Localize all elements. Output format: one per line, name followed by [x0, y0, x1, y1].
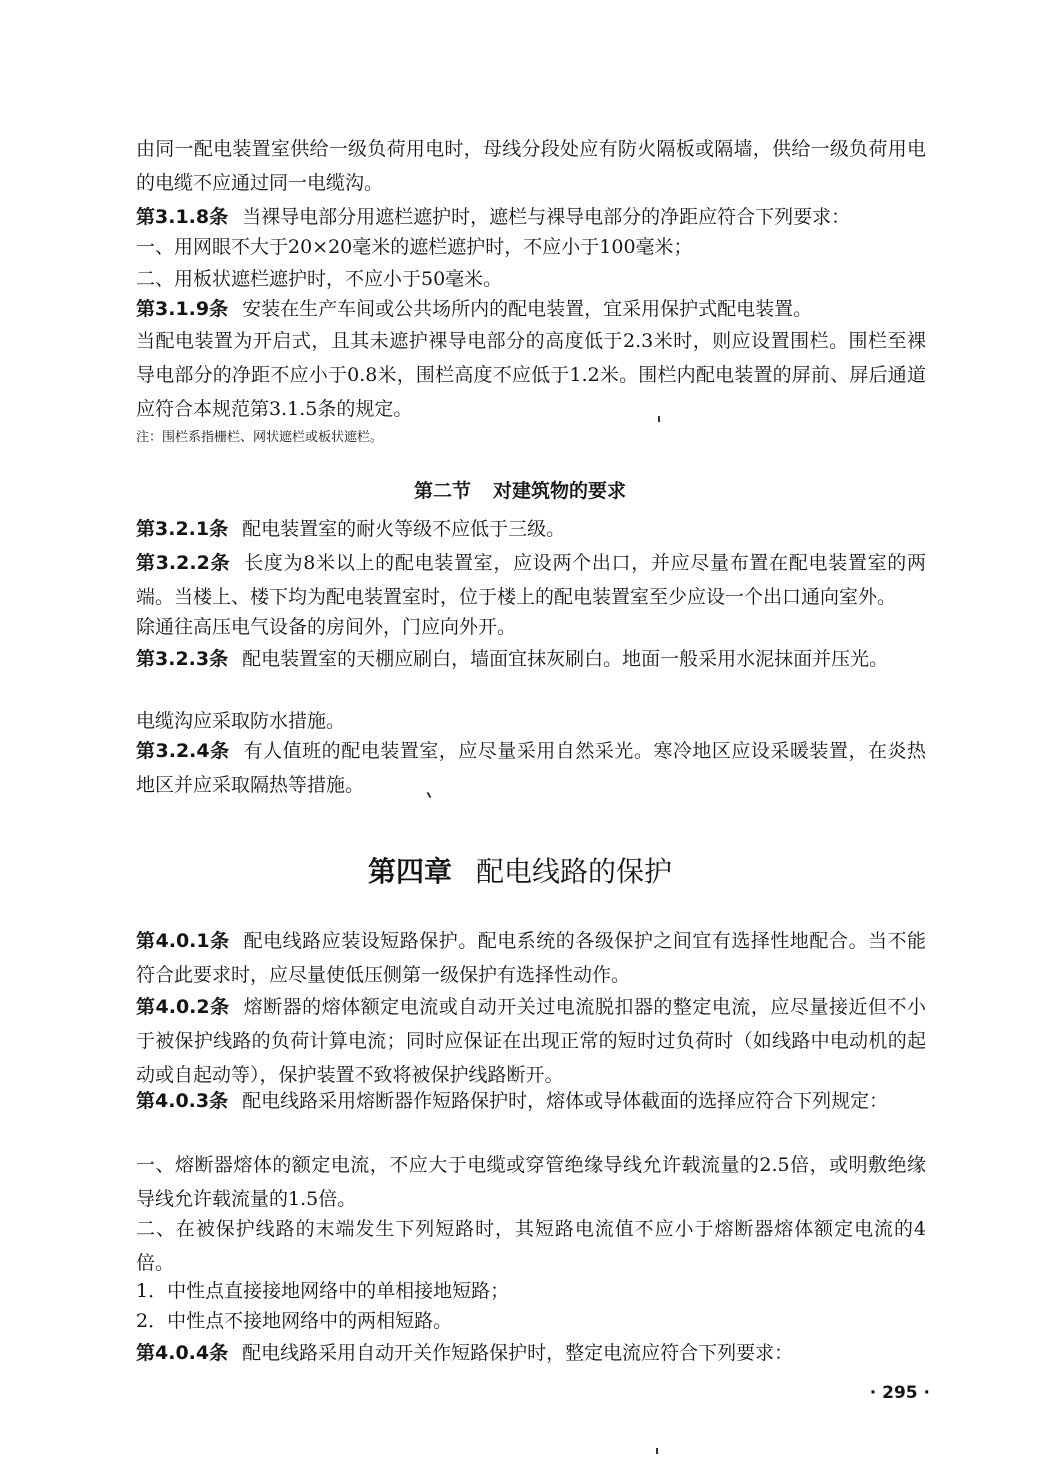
clause-label: 第4.0.1条	[136, 930, 230, 952]
clause-text: 有人值班的配电装置室，应尽量采用自然采光。寒冷地区应设采暖装置，在炎热地区并应采取隔热等措施。	[136, 740, 926, 796]
clause-text: 配电线路采用熔断器作短路保护时，熔体或导体截面的选择应符合下列规定：	[242, 1090, 889, 1112]
clause-text: 配电线路应装设短路保护。配电系统的各级保护之间宜有选择性地配合。当不能符合此要求时，应尽量使低压侧第一级保护有选择性动作。	[136, 930, 926, 986]
clause-label: 第4.0.3条	[136, 1090, 229, 1112]
clause-4-0-3-item-1: 一、熔断器熔体的额定电流，不应大于电缆或穿管绝缘导线允许载流量的2.5倍，或明敷绝缘导线允许载流量的1.5倍。	[136, 1154, 926, 1210]
clause-4-0-3-item-2: 二、在被保护线路的末端发生下列短路时，其短路电流值不应小于熔断器熔体额定电流的4倍。	[136, 1218, 926, 1274]
scan-speck	[658, 416, 660, 422]
clause-text: 长度为8米以上的配电装置室，应设两个出口，并应尽量布置在配电装置室的两端。当楼上、楼下均为配电装置室时，位于楼上的配电装置室至少应设一个出口通向室外。	[136, 552, 926, 608]
clause-text: 熔断器的熔体额定电流或自动开关过电流脱扣器的整定电流，应尽量接近但不小于被保护线路的负荷计算电流；同时应保证在出现正常的短时过负荷时（如线路中电动机的起动或自起动等），保护装置不致将被保护线路断开。	[136, 996, 926, 1086]
page-number: · 295 ·	[869, 1383, 930, 1403]
scan-speck	[656, 1448, 658, 1454]
clause-4-0-1	[136, 924, 926, 992]
paragraph-continuation: 由同一配电装置室供给一级负荷用电时，母线分段处应有防火隔板或隔墙，供给一级负荷用电的电缆不应通过同一电缆沟。	[136, 138, 926, 194]
clause-3-1-9-paragraph: 当配电装置为开启式，且其未遮护裸导电部分的高度低于2.3米时，则应设置围栏。围栏至裸导电部分的净距不应小于0.8米，围栏高度不应低于1.2米。围栏内配电装置的屏前、屏后通道应符合本规范第3.1.5条的规定。	[136, 330, 926, 420]
clause-4-0-2	[136, 990, 926, 1092]
clause-3-1-8-item-2: 二、用板状遮栏遮护时，不应小于50毫米。	[136, 268, 503, 290]
clause-3-1-8	[136, 200, 926, 234]
clause-3-1-9	[136, 292, 926, 326]
clause-4-0-3	[136, 1084, 926, 1118]
clause-3-2-2	[136, 546, 926, 614]
clause-text: 安装在生产车间或公共场所内的配电装置，宜采用保护式配电装置。	[242, 298, 813, 320]
clause-label: 第3.1.9条	[136, 298, 229, 320]
clause-text: 配电装置室的耐火等级不应低于三级。	[242, 518, 566, 540]
clause-text: 当裸导电部分用遮栏遮护时，遮栏与裸导电部分的净距应符合下列要求：	[242, 206, 851, 228]
clause-3-2-1	[136, 512, 926, 546]
clause-label: 第3.2.3条	[136, 648, 229, 670]
clause-label: 第3.2.2条	[136, 552, 231, 574]
clause-text: 配电装置室的天棚应刷白，墙面宜抹灰刷白。地面一般采用水泥抹面并压光。	[242, 648, 889, 670]
chapter-number: 第四章	[367, 855, 452, 888]
note: 注：围栏系指栅栏、网状遮栏或板状遮栏。	[136, 430, 384, 445]
clause-label: 第4.0.4条	[136, 1342, 229, 1364]
clause-3-2-3-paragraph: 电缆沟应采取防水措施。	[136, 710, 346, 732]
chapter-title: 配电线路的保护	[476, 855, 673, 888]
clause-3-2-3	[136, 642, 926, 676]
clause-3-1-8-item-1: 一、用网眼不大于20×20毫米的遮栏遮护时，不应小于100毫米；	[136, 236, 693, 258]
clause-label: 第3.2.4条	[136, 740, 230, 762]
clause-4-0-4	[136, 1336, 926, 1370]
section-heading	[0, 476, 1040, 503]
chapter-heading	[0, 852, 1040, 892]
section-title: 对建筑物的要求	[493, 480, 627, 502]
clause-3-2-4	[136, 734, 926, 802]
clause-4-0-3-subitem-2: 2．中性点不接地网络中的两相短路。	[136, 1310, 453, 1332]
clause-text: 配电线路采用自动开关作短路保护时，整定电流应符合下列要求：	[242, 1342, 794, 1364]
clause-label: 第4.0.2条	[136, 996, 230, 1018]
clause-label: 第3.2.1条	[136, 518, 229, 540]
clause-label: 第3.1.8条	[136, 206, 229, 228]
section-number: 第二节	[413, 480, 471, 502]
clause-4-0-3-subitem-1: 1．中性点直接接地网络中的单相接地短路；	[136, 1280, 510, 1302]
clause-3-2-2-paragraph: 除通往高压电气设备的房间外，门应向外开。	[136, 616, 517, 638]
